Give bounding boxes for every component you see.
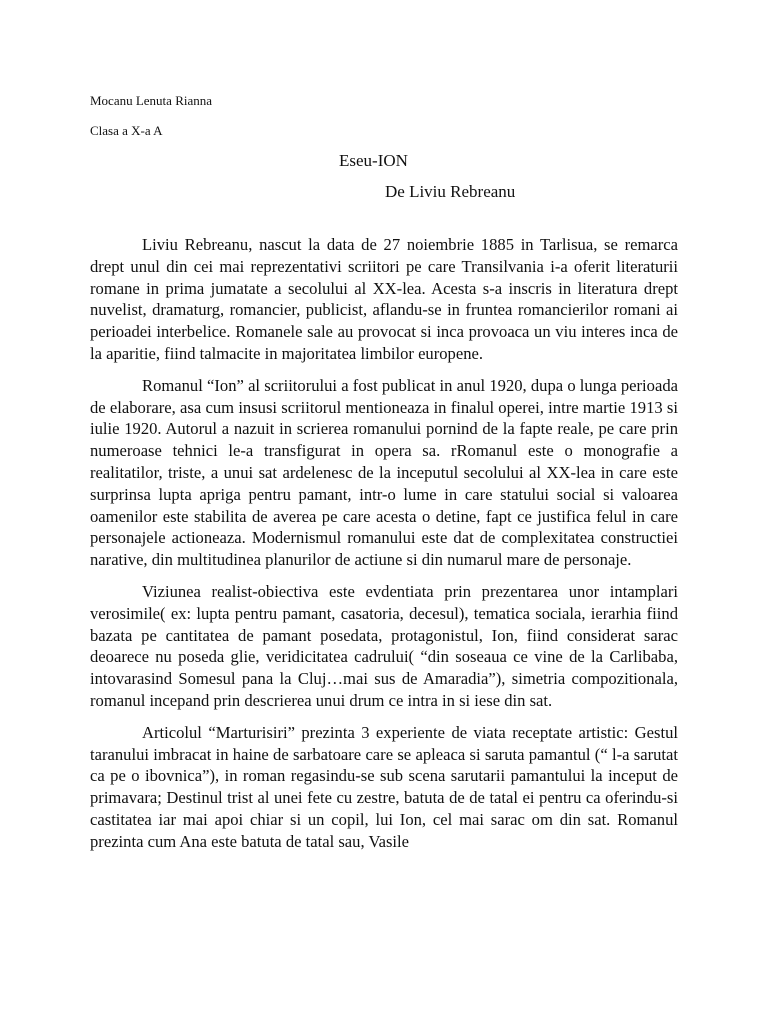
- class-label: Clasa a X-a A: [90, 123, 163, 138]
- paragraph: Romanul “Ion” al scriitorului a fost publicat in anul 1920, dupa o lunga perioada de elaborare, asa cum insusi scriitorul mentioneaza in finalul operei, intre martie 1913 si iulie 1920. Autorul a nazuit in scrierea romanului pornind de la fapte reale, pe care prin numeroase tehnici le-a transfigurat in opera sa. rRomanul este o monografie a realitatilor, triste, a unui sat ardelenesc de la inceputul secolului al XX-lea in care este surprinsa lupta apriga pentru pamant, intr-o lume in care statului social si valoarea oamenilor este stabilita de averea pe care acesta o detine, fapt ce justifica felul in care personajele actioneaza. Modernismul romanului este dat de complexitatea constructiei narative, din multitudinea planurilor de actiune si din numarul mare de personaje.: [90, 375, 678, 570]
- paragraph: Articolul “Marturisiri” prezinta 3 experiente de viata receptate artistic: Gestul taranului imbracat in haine de sarbatoare care se apleaca si saruta pamantul (“ l-a sarutat ca pe o ibovnica”), in roman regasindu-se sub scena sarutarii pamantului la inceput de primavara; Destinul trist al unei fete cu zestre, batuta de de tatal ei pentru ca oferindu-si castitatea iar mai apoi chiar si un copil, lui Ion, cel mai sarac om din sat. Romanul prezinta cum Ana este batuta de tatal sau, Vasile: [90, 722, 678, 851]
- essay-title: Eseu-ION: [339, 151, 408, 170]
- essay-subtitle: De Liviu Rebreanu: [385, 182, 516, 201]
- essay-body: [90, 234, 678, 863]
- paragraph: Liviu Rebreanu, nascut la data de 27 noiembrie 1885 in Tarlisua, se remarca drept unul din cei mai reprezentativi scriitori pe care Transilvania i-a oferit literaturii romane in prima jumatate a secolului al XX-lea. Acesta s-a inscris in literatura drept nuvelist, dramaturg, romancier, publicist, aflandu-se in fruntea romancierilor romani ai perioadei interbelice. Romanele sale au provocat si inca provoaca un viu interes inca de la aparitie, fiind talmacite in majoritatea limbilor europene.: [90, 235, 678, 363]
- paragraph: Viziunea realist-obiectiva este evdentiata prin prezentarea unor intamplari verosimile( ex: lupta pentru pamant, casatoria, decesul), tematica sociala, ierarhia fiind bazata pe cantitatea de pamant posedata, protagonistul, Ion, fiind considerat sarac deoarece nu poseda glie, veridicitatea cadrului( “din soseaua ce vine de la Carlibaba, intovarasind Somesul pana la Cluj…mai sus de Amaradia”), simetria compozitionala, romanul incepand prin descrierea unui drum ce intra in si iese din sat.: [90, 581, 678, 710]
- author-name: Mocanu Lenuta Rianna: [90, 93, 213, 108]
